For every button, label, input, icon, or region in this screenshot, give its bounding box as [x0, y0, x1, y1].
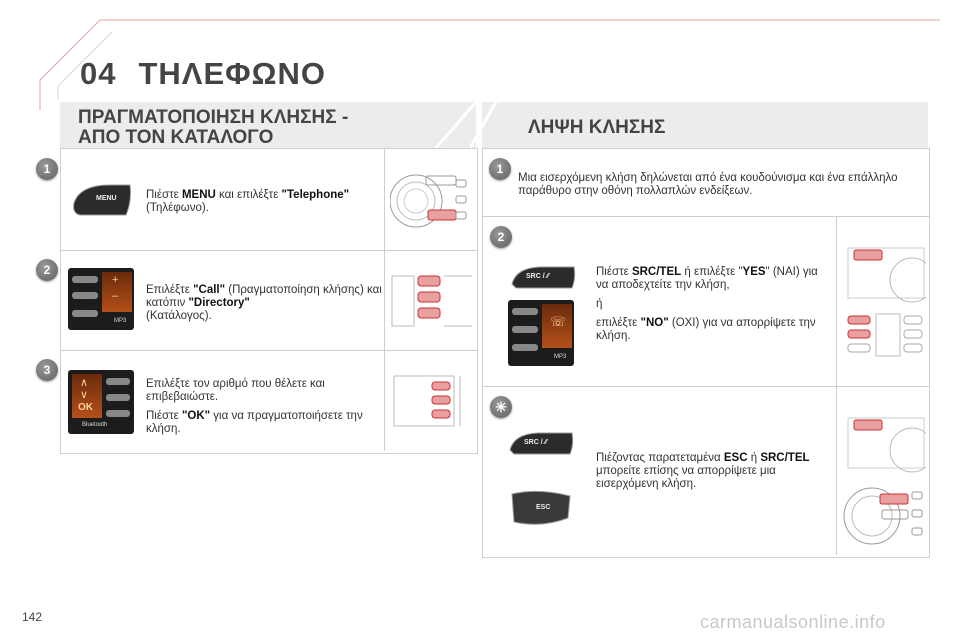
left-step2-text: [146, 284, 382, 323]
panel-key: [512, 344, 538, 351]
bold-term: SRC/TEL: [631, 266, 682, 278]
right-section-title: ΛΗΨΗ ΚΛΗΣΗΣ: [528, 117, 666, 138]
chapter-title: ΤΗΛΕΦΩΝΟ: [138, 56, 326, 91]
right-row-separator-2: [482, 386, 930, 387]
dashboard-screen-illustration: [390, 372, 474, 432]
left-step3-text: [146, 378, 382, 442]
esc-button: [508, 488, 574, 528]
right-step1-text: Μια εισερχόμενη κλήση δηλώνεται από ένα κουδούνισμα και ένα επάλληλο παράθυρο στην οθόνη πολλαπλών ενδείξεων.: [518, 172, 898, 197]
left-row-separator-2: [60, 350, 478, 351]
mp3-label: MP3: [554, 354, 567, 360]
text-fragment: (ΟΧΙ) για να απορρίψετε την κλήση.: [596, 317, 816, 342]
text-fragment: Επιλέξτε: [146, 284, 194, 296]
bold-term: SRC/TEL: [760, 452, 810, 464]
bold-term: "Call": [193, 284, 226, 296]
text-fragment: μπορείτε επίσης να απορρίψετε μια εισερχόμενη κλήση.: [596, 465, 776, 490]
control-panel-photo: [68, 268, 134, 330]
panel-key: [72, 276, 98, 283]
phone-icon: ☏: [550, 314, 567, 329]
bold-term: MENU: [181, 189, 216, 201]
text-fragment: και επιλέξτε: [215, 189, 282, 201]
step-badge: 2: [490, 226, 512, 248]
menu-button-label: MENU: [96, 195, 117, 202]
control-panel-photo-ok: [68, 370, 134, 434]
left-title-line1: ΠΡΑΓΜΑΤΟΠΟΙΗΣΗ ΚΛΗΣΗΣ -: [78, 107, 349, 128]
right-step3-text: [596, 452, 832, 491]
src-label: SRC / ⁄⁄: [524, 439, 547, 446]
panel-key: [106, 378, 130, 385]
ok-label: OK: [78, 402, 93, 413]
text-fragment: (Πραγματοποίηση κλήσης) και κατόπιν: [146, 284, 382, 309]
src-tel-button: [510, 264, 576, 290]
left-row-separator-1: [60, 250, 478, 251]
text-fragment: για να πραγματοποιήσετε την κλήση.: [146, 410, 363, 435]
panel-key: [72, 292, 98, 299]
panel-key: [72, 310, 98, 317]
step-badge: 3: [36, 359, 58, 381]
bold-term: "Directory": [188, 297, 250, 309]
text-fragment: " (ΝΑΙ) για να αποδεχτείτε την κλήση,: [596, 266, 818, 291]
or-text: ή: [596, 298, 603, 310]
dashboard-buttons-illustration: [390, 270, 474, 330]
text-fragment: Πιέστε: [596, 266, 632, 278]
text-fragment: (Κατάλογος).: [146, 310, 212, 322]
bold-term: "NO": [640, 317, 669, 329]
left-title-line2: ΑΠΟ ΤΟΝ ΚΑΤΑΛΟΓΟ: [78, 127, 274, 148]
right-step2-text: [596, 266, 832, 349]
text-paragraph: Επιλέξτε τον αριθμό που θέλετε και επιβεβαιώστε.: [146, 378, 325, 403]
left-column-separator: [384, 149, 385, 451]
text-fragment: ή επιλέξτε ": [681, 266, 743, 278]
text-fragment: (Τηλέφωνο).: [146, 202, 209, 214]
src-tel-button: [508, 430, 574, 456]
text-fragment: επιλέξτε: [596, 317, 641, 329]
text-fragment: Πιέστε: [146, 189, 182, 201]
bold-term: ESC: [723, 452, 748, 464]
watermark: carmanualsonline.info: [700, 612, 886, 632]
minus-sign: –: [112, 290, 119, 302]
bold-term: YES: [742, 266, 766, 278]
bluetooth-label: Bluetooth: [82, 422, 108, 428]
left-step1-text: [146, 189, 382, 215]
left-section-title: [78, 108, 348, 148]
down-arrow-icon: ∨: [80, 389, 89, 401]
page-number: 142: [22, 610, 43, 624]
control-panel-photo-phone: [508, 300, 574, 366]
step-badge: 1: [36, 158, 58, 180]
steering-control-illustration: [842, 414, 926, 474]
right-column-separator: [836, 217, 837, 555]
panel-buttons-illustration: [842, 312, 926, 362]
bold-term: "Telephone": [281, 189, 350, 201]
panel-key: [106, 410, 130, 417]
title-band-slant: [380, 102, 480, 150]
mp3-label: MP3: [114, 318, 127, 324]
bold-term: "OK": [181, 410, 211, 422]
text-fragment: Πιέζοντας παρατεταμένα: [596, 452, 724, 464]
chapter-number: 04: [80, 56, 117, 91]
esc-label: ESC: [536, 504, 551, 511]
dashboard-control-illustration: [390, 166, 474, 236]
tip-sun-icon: ☀: [490, 396, 512, 418]
corner-decoration: [0, 0, 960, 110]
chapter-heading: [80, 56, 326, 92]
menu-button: [70, 181, 134, 217]
step-badge: 2: [36, 259, 58, 281]
panel-key: [512, 308, 538, 315]
src-label: SRC / ⁄⁄: [526, 273, 549, 280]
text-fragment: Πιέστε: [146, 410, 182, 422]
dial-control-illustration: [842, 480, 926, 550]
up-arrow-icon: ∧: [80, 377, 89, 389]
panel-key: [106, 394, 130, 401]
steering-control-illustration: [842, 244, 926, 304]
text-fragment: ή: [747, 452, 761, 464]
panel-key: [512, 326, 538, 333]
title-band-slant: [470, 102, 500, 150]
step-badge: 1: [489, 158, 511, 180]
right-row-separator-1: [482, 216, 930, 217]
plus-sign: +: [112, 274, 119, 286]
